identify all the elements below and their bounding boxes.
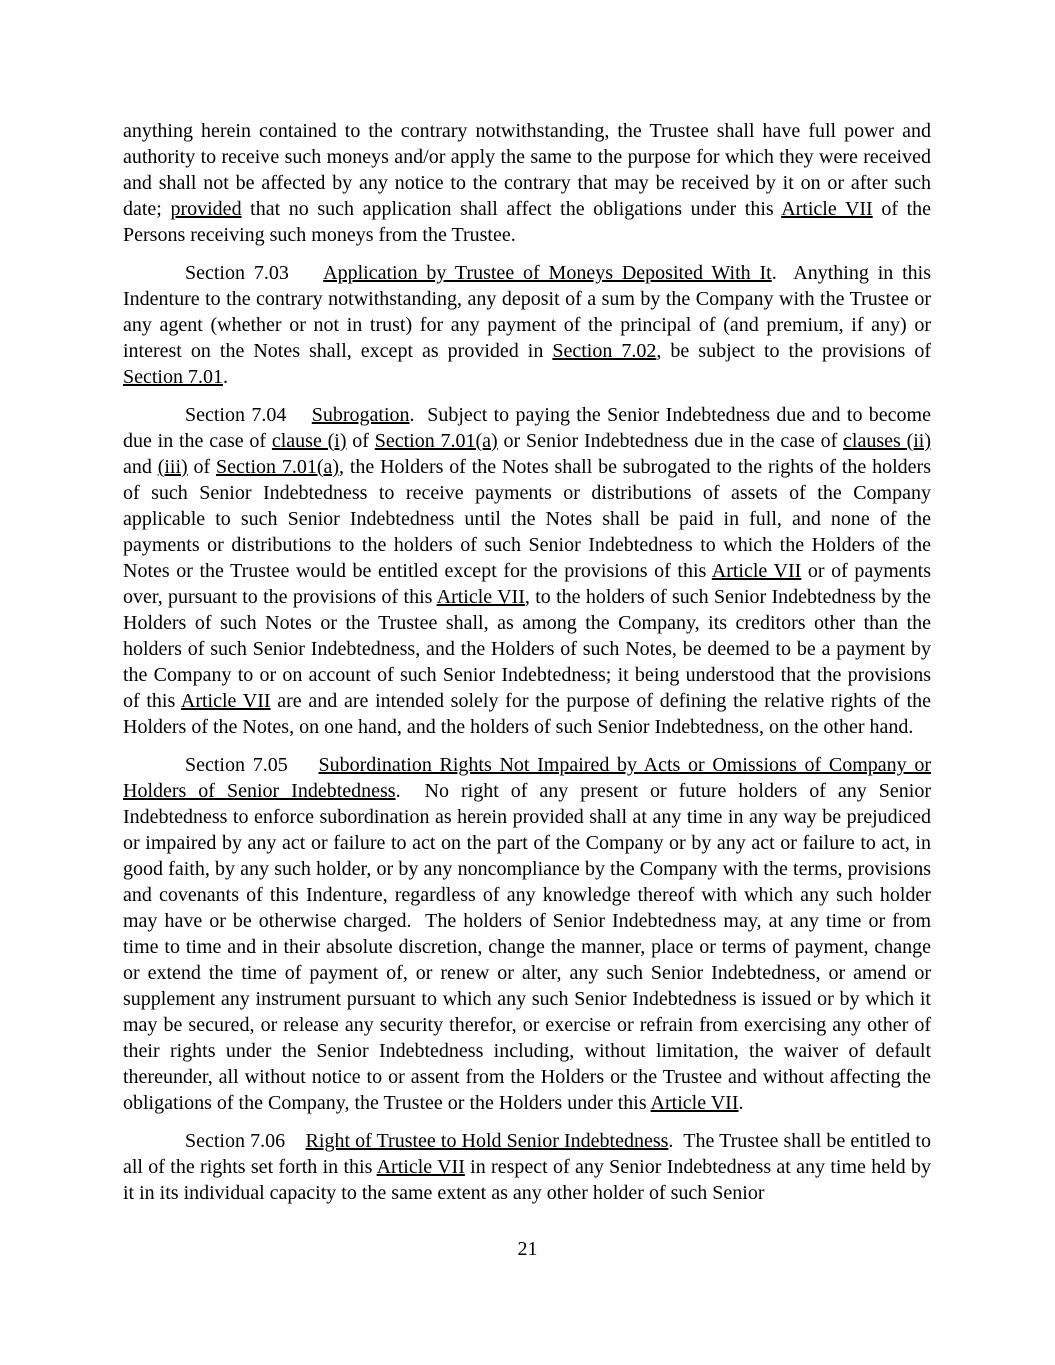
page-number: 21 bbox=[517, 1238, 538, 1260]
paragraph-continuation bbox=[123, 118, 931, 248]
text-segment: Section 7.03 bbox=[185, 262, 324, 284]
underlined-text: Article VII bbox=[436, 586, 525, 608]
underlined-text: Section 7.01 bbox=[123, 366, 223, 388]
underlined-text: Article VII bbox=[711, 560, 802, 582]
text-segment: Section 7.05 bbox=[185, 754, 319, 776]
underlined-text: Section 7.01(a) bbox=[374, 430, 498, 452]
underlined-text: Application by Trustee of Moneys Deposited With It bbox=[323, 262, 772, 284]
text-segment: that no such application shall affect the obligations under this bbox=[241, 198, 782, 220]
underlined-text: clauses (ii) bbox=[843, 430, 932, 452]
text-segment: . Subject to paying the Senior Indebtedness due and to become due in the case of bbox=[123, 404, 931, 452]
text-segment: . No right of any present or future holders of any Senior Indebtedness to enforce subordination as herein provided shall at any time in any way be prejudiced or impaired by any act or failure to act on the part of the Company or by any act or failure to act, in good faith, by any such holder, or by any noncompliance by the Company with the terms, provisions and covenants of this Indenture, regardless of any knowledge thereof with which any such holder may have or be otherwise charged. The holders of Senior Indebtedness may, at any time or from time to time and in their absolute discretion, change the manner, place or terms of payment, change or extend the time of payment of, or renew or alter, any such Senior Indebtedness, or amend or supplement any instrument pursuant to which any such Senior Indebtedness is issued or by which it may be secured, or release any security therefor, or exercise or refrain from exercising any other of their rights under the Senior Indebtedness including, without limitation, the waiver of default thereunder, all without notice to or assent from the Holders or the Trustee and without affecting the obligations of the Company, the Trustee or the Holders under this bbox=[123, 780, 931, 1114]
text-segment: and bbox=[123, 456, 158, 478]
text-segment: Section 7.04 bbox=[185, 404, 312, 426]
text-segment: of bbox=[346, 430, 375, 452]
underlined-text: Subordination Rights Not Impaired by Acts or Omissions of Company or Holders of Senior Indebtedness bbox=[123, 754, 931, 802]
text-segment: or Senior Indebtedness due in the case of bbox=[497, 430, 844, 452]
text-segment: . bbox=[738, 1092, 744, 1114]
underlined-text: Right of Trustee to Hold Senior Indebtedness bbox=[305, 1130, 669, 1152]
underlined-text: (iii) bbox=[157, 456, 188, 478]
section-7-06 bbox=[123, 1128, 931, 1206]
text-segment: Section 7.06 bbox=[185, 1130, 306, 1152]
section-7-04 bbox=[123, 402, 931, 740]
text-segment: of bbox=[187, 456, 217, 478]
underlined-text: provided bbox=[170, 198, 242, 220]
underlined-text: Article VII bbox=[650, 1092, 739, 1114]
text-segment: . Anything in this Indenture to the contrary notwithstanding, any deposit of a sum by the Company with the Trustee or any agent (whether or not in trust) for any payment of the principal of (and premium, if any) or interest on the Notes shall, except as provided in bbox=[123, 262, 932, 362]
text-segment: anything herein contained to the contrary notwithstanding, the Trustee shall have full power and authority to receive such moneys and/or apply the same to the purpose for which they were received and shall not be affected by any notice to the contrary that may be received by it on or after such date; bbox=[123, 120, 931, 220]
underlined-text: Section 7.02 bbox=[552, 340, 657, 362]
underlined-text: Article VII bbox=[781, 198, 873, 220]
text-segment: of the Persons receiving such moneys from the Trustee. bbox=[123, 198, 932, 246]
document-body bbox=[123, 118, 931, 1218]
underlined-text: Article VII bbox=[376, 1156, 465, 1178]
underlined-text: Article VII bbox=[180, 690, 271, 712]
text-segment: , the Holders of the Notes shall be subrogated to the rights of the holders of such Senior Indebtedness to receive payments or distributions of assets of the Company applicable to such Senior Indebtedness until the Notes shall be paid in full, and none of the payments or distributions to the holders of such Senior Indebtedness to which the Holders of the Notes or the Trustee would be entitled except for the provisions of this bbox=[123, 456, 931, 582]
underlined-text: Section 7.01(a) bbox=[216, 456, 340, 478]
text-segment: , be subject to the provisions of bbox=[656, 340, 931, 362]
text-segment: . The Trustee shall be entitled to all of the rights set forth in this bbox=[123, 1130, 931, 1178]
text-segment: or of payments over, pursuant to the provisions of this bbox=[123, 560, 931, 608]
text-segment: , to the holders of such Senior Indebtedness by the Holders of such Notes or the Trustee shall, as among the Company, its creditors other than the holders of such Senior Indebtedness, and the Holders of such Notes, be deemed to be a payment by the Company to or on account of such Senior Indebtedness; it being understood that the provisions of this bbox=[123, 586, 931, 712]
text-segment: are and are intended solely for the purpose of defining the relative rights of the Holders of the Notes, on one hand, and the holders of such Senior Indebtedness, on the other hand. bbox=[123, 690, 932, 738]
section-7-05 bbox=[123, 752, 931, 1116]
underlined-text: clause (i) bbox=[271, 430, 347, 452]
section-7-03 bbox=[123, 260, 931, 390]
text-segment: in respect of any Senior Indebtedness at any time held by it in its individual capacity to the same extent as any other holder of such Senior bbox=[123, 1156, 931, 1204]
underlined-text: Subrogation bbox=[311, 404, 410, 426]
text-segment: . bbox=[223, 366, 228, 388]
